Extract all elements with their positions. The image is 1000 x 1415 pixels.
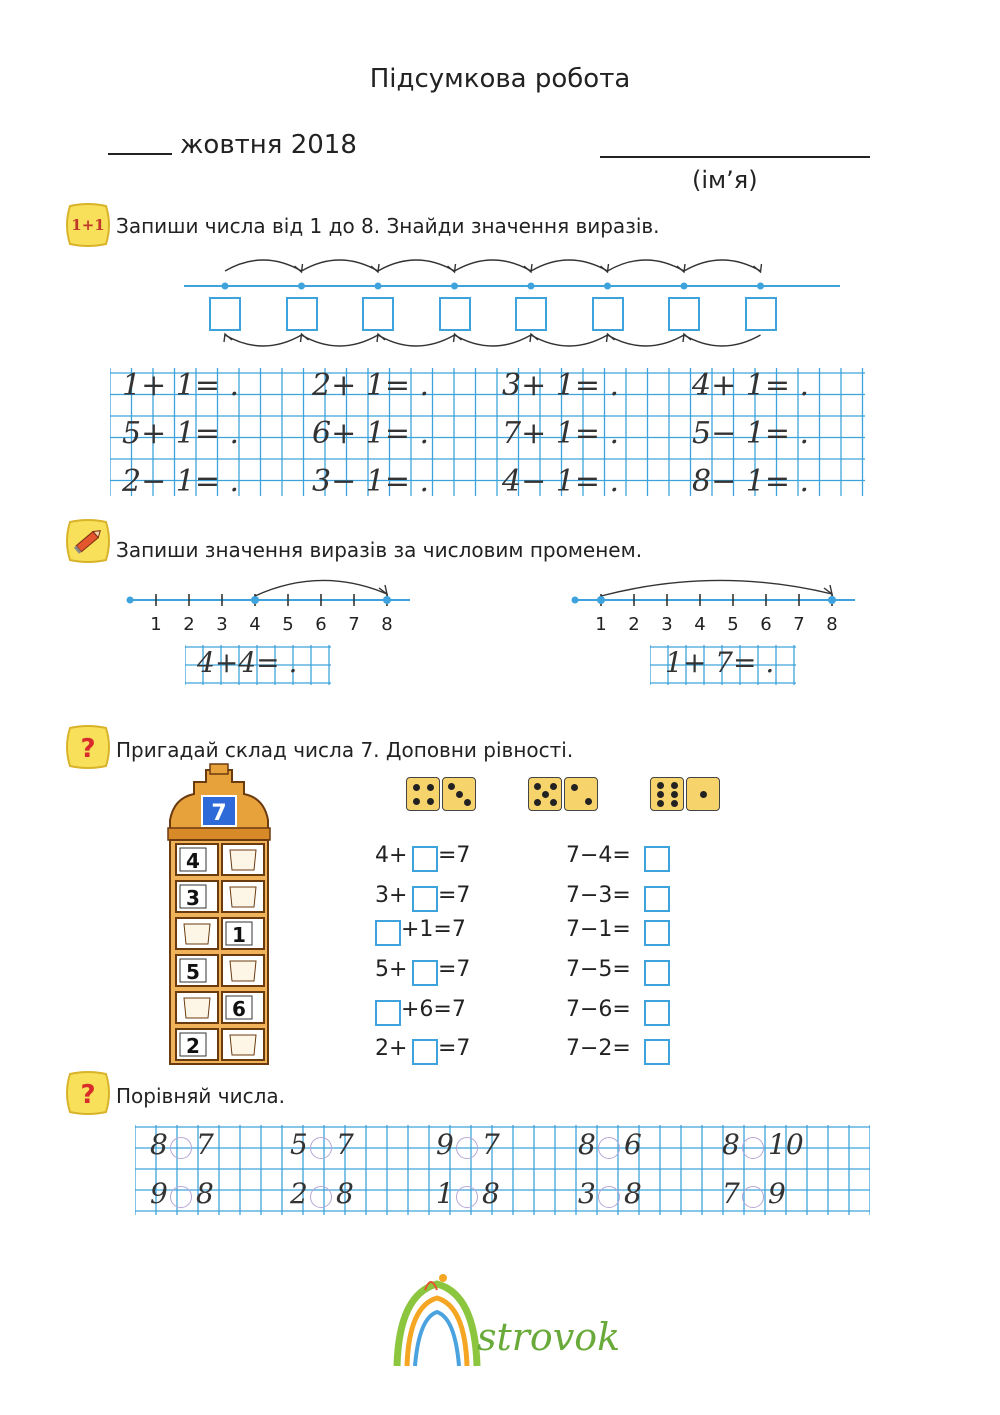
pencil-icon xyxy=(64,518,112,568)
ray-jump-dot xyxy=(828,596,836,604)
die-pip xyxy=(657,800,664,807)
equation-answer-box[interactable] xyxy=(644,1039,670,1065)
compare-circle[interactable] xyxy=(456,1137,478,1159)
die-pip xyxy=(671,782,678,789)
task1-arc-forward xyxy=(455,260,532,271)
die-pip xyxy=(550,799,557,806)
task4-instruction: Порівняй числа. xyxy=(116,1084,285,1108)
die-pip xyxy=(534,799,541,806)
task4-icon xyxy=(64,1070,112,1120)
task1-answer-box[interactable] xyxy=(362,297,394,331)
compare-number: 1 xyxy=(436,1177,454,1210)
name-blank[interactable] xyxy=(600,156,870,158)
equation-answer-box[interactable] xyxy=(644,846,670,872)
equation-part: 7−5= xyxy=(566,957,631,982)
equation-answer-box[interactable] xyxy=(412,960,438,986)
compare-circle[interactable] xyxy=(310,1186,332,1208)
task1-answer-box[interactable] xyxy=(286,297,318,331)
task1-line-dot xyxy=(375,283,382,290)
task1-expression: 3− 1= . xyxy=(312,464,430,499)
task1-expression: 5− 1= . xyxy=(692,416,810,451)
die xyxy=(564,777,598,811)
task1-answer-box[interactable] xyxy=(745,297,777,331)
task1-arc-forward xyxy=(608,260,685,271)
house-window-number: 3 xyxy=(186,886,200,910)
task4-icon-label: ? xyxy=(80,1080,96,1110)
compare-number: 3 xyxy=(578,1177,596,1210)
compare-number: 9 xyxy=(150,1177,168,1210)
ray-tick-label: 7 xyxy=(348,614,360,635)
task1-line-dot xyxy=(298,283,305,290)
task1-expression: 3+ 1= . xyxy=(502,368,620,403)
equation-part: =7 xyxy=(438,1036,471,1061)
die-pip xyxy=(456,791,463,798)
compare-circle[interactable] xyxy=(598,1137,620,1159)
day-blank[interactable] xyxy=(108,153,172,155)
date-line xyxy=(108,130,357,160)
task1-answer-box[interactable] xyxy=(668,297,700,331)
die-pip xyxy=(657,791,664,798)
task1-arc-forward xyxy=(225,260,302,271)
die-pip xyxy=(413,798,420,805)
die-pip xyxy=(671,800,678,807)
ray-jump-dot xyxy=(383,596,391,604)
task1-answer-box[interactable] xyxy=(209,297,241,331)
compare-number: 8 xyxy=(196,1177,214,1210)
date-text: жовтня 2018 xyxy=(180,130,357,160)
ray-origin-dot xyxy=(127,597,134,604)
ray-jump-arc xyxy=(601,580,832,596)
task1-answer-box[interactable] xyxy=(439,297,471,331)
task1-arc-forward xyxy=(684,260,761,271)
compare-number: 7 xyxy=(482,1128,500,1161)
house-number: 7 xyxy=(211,801,227,826)
equation-answer-box[interactable] xyxy=(644,886,670,912)
number-house xyxy=(164,762,274,1067)
task1-line-dot xyxy=(681,283,688,290)
equation-part: 7−3= xyxy=(566,883,631,908)
ray-tick-label: 2 xyxy=(183,614,195,635)
task2-instruction: Запиши значення виразів за числовим променем. xyxy=(116,538,643,562)
die xyxy=(442,777,476,811)
die xyxy=(650,777,684,811)
task2-ray-left xyxy=(120,570,420,636)
equation-part: 7−4= xyxy=(566,843,631,868)
task2-expr-left: 4+4= . xyxy=(197,646,298,679)
die-pip xyxy=(585,798,592,805)
task1-arc-backward xyxy=(531,335,608,346)
compare-number: 8 xyxy=(482,1177,500,1210)
ray-tick-label: 8 xyxy=(826,614,838,635)
task2-expr-right: 1+ 7= . xyxy=(665,646,775,679)
task1-instruction: Запиши числа від 1 до 8. Знайди значення виразів. xyxy=(116,214,660,238)
equation-part: +6=7 xyxy=(401,997,466,1022)
task3-icon xyxy=(64,724,112,774)
equation-part: =7 xyxy=(438,843,471,868)
die-pip xyxy=(534,783,541,790)
compare-circle[interactable] xyxy=(170,1137,192,1159)
compare-number: 5 xyxy=(290,1128,308,1161)
die xyxy=(686,777,720,811)
equation-answer-box[interactable] xyxy=(644,1000,670,1026)
equation-part: 7−2= xyxy=(566,1036,631,1061)
compare-number: 7 xyxy=(196,1128,214,1161)
equation-answer-box[interactable] xyxy=(644,920,670,946)
die-pip xyxy=(413,784,420,791)
equation-part: =7 xyxy=(438,957,471,982)
task1-arc-backward xyxy=(378,335,455,346)
compare-circle[interactable] xyxy=(170,1186,192,1208)
ray-tick-label: 4 xyxy=(249,614,261,635)
equation-answer-box[interactable] xyxy=(412,886,438,912)
task1-line-dot xyxy=(757,283,764,290)
house-window-number: 1 xyxy=(232,923,246,947)
equation-answer-box[interactable] xyxy=(412,1039,438,1065)
ray-tick-label: 1 xyxy=(150,614,162,635)
ray-tick-label: 8 xyxy=(381,614,393,635)
task1-expression: 4− 1= . xyxy=(502,464,620,499)
task2-ray-right xyxy=(565,570,865,636)
equation-part: 3+ xyxy=(375,883,408,908)
ray-tick-label: 3 xyxy=(216,614,228,635)
die-pip xyxy=(448,783,455,790)
ray-jump-dot xyxy=(597,596,605,604)
task1-expression: 1+ 1= . xyxy=(122,368,240,403)
compare-number: 8 xyxy=(150,1128,168,1161)
task1-line-dot xyxy=(604,283,611,290)
house-window-number: 5 xyxy=(186,960,200,984)
equation-part: 2+ xyxy=(375,1036,408,1061)
ray-tick-label: 1 xyxy=(595,614,607,635)
equation-part: 7−6= xyxy=(566,997,631,1022)
die-pip xyxy=(464,799,471,806)
ray-tick-label: 2 xyxy=(628,614,640,635)
compare-circle[interactable] xyxy=(598,1186,620,1208)
ray-tick-label: 7 xyxy=(793,614,805,635)
compare-number: 6 xyxy=(624,1128,642,1161)
die xyxy=(528,777,562,811)
house-window-number: 2 xyxy=(186,1034,200,1058)
task1-icon-label: 1+1 xyxy=(71,216,105,234)
house-window-number: 6 xyxy=(232,997,246,1021)
task1-answer-box[interactable] xyxy=(592,297,624,331)
task1-expression: 2+ 1= . xyxy=(312,368,430,403)
ray-tick-label: 6 xyxy=(315,614,327,635)
equation-part: 7−1= xyxy=(566,917,631,942)
task1-answer-box[interactable] xyxy=(515,297,547,331)
task1-arc-backward xyxy=(455,335,532,346)
ostrovok-logo xyxy=(385,1270,655,1380)
equation-answer-box[interactable] xyxy=(644,960,670,986)
task1-arc-forward xyxy=(302,260,379,271)
compare-circle[interactable] xyxy=(742,1186,764,1208)
equation-part: 4+ xyxy=(375,843,408,868)
compare-number: 8 xyxy=(624,1177,642,1210)
die-pip xyxy=(671,791,678,798)
task1-line-dot xyxy=(222,283,229,290)
ray-tick-label: 5 xyxy=(727,614,739,635)
name-label: (ім’я) xyxy=(692,166,758,194)
die-pip xyxy=(427,798,434,805)
task3-icon-label: ? xyxy=(80,734,96,764)
task1-expression: 2− 1= . xyxy=(122,464,240,499)
ray-origin-dot xyxy=(572,597,579,604)
task1-expression: 5+ 1= . xyxy=(122,416,240,451)
task1-expression: 8− 1= . xyxy=(692,464,810,499)
ray-jump-dot xyxy=(251,596,259,604)
equation-part: =7 xyxy=(438,883,471,908)
compare-number: 7 xyxy=(336,1128,354,1161)
compare-number: 8 xyxy=(578,1128,596,1161)
task1-line-dot xyxy=(528,283,535,290)
task1-expression: 4+ 1= . xyxy=(692,368,810,403)
house-window-number: 4 xyxy=(186,849,200,873)
ray-tick-label: 4 xyxy=(694,614,706,635)
task1-expression: 6+ 1= . xyxy=(312,416,430,451)
die-pip xyxy=(657,782,664,789)
die-pip xyxy=(427,784,434,791)
task1-arc-forward xyxy=(531,260,608,271)
ray-tick-label: 3 xyxy=(661,614,673,635)
equation-part: +1=7 xyxy=(401,917,466,942)
equation-answer-box[interactable] xyxy=(375,1000,401,1026)
compare-number: 7 xyxy=(722,1177,740,1210)
compare-number: 8 xyxy=(722,1128,740,1161)
compare-number: 8 xyxy=(336,1177,354,1210)
die xyxy=(406,777,440,811)
task1-arc-backward xyxy=(302,335,379,346)
compare-number: 2 xyxy=(290,1177,308,1210)
compare-number: 9 xyxy=(436,1128,454,1161)
task1-arc-backward xyxy=(608,335,685,346)
task1-line-dot xyxy=(451,283,458,290)
task1-arc-backward xyxy=(225,335,302,346)
compare-circle[interactable] xyxy=(742,1137,764,1159)
page-title: Підсумкова робота xyxy=(369,64,631,94)
die-pip xyxy=(550,783,557,790)
die-pip xyxy=(700,791,707,798)
equation-part: 5+ xyxy=(375,957,408,982)
task1-expression: 7+ 1= . xyxy=(502,416,620,451)
ray-jump-arc xyxy=(255,580,387,596)
ray-tick-label: 6 xyxy=(760,614,772,635)
equation-answer-box[interactable] xyxy=(375,920,401,946)
task1-arc-backward xyxy=(684,335,761,346)
logo-text: strovok xyxy=(477,1315,621,1359)
compare-number: 9 xyxy=(768,1177,786,1210)
compare-circle[interactable] xyxy=(456,1186,478,1208)
equation-answer-box[interactable] xyxy=(412,846,438,872)
task1-icon xyxy=(64,202,112,252)
ray-tick-label: 5 xyxy=(282,614,294,635)
die-pip xyxy=(571,784,578,791)
task1-arc-forward xyxy=(378,260,455,271)
task3-instruction: Пригадай склад числа 7. Доповни рівності. xyxy=(116,738,574,762)
compare-number: 10 xyxy=(768,1128,804,1161)
compare-circle[interactable] xyxy=(310,1137,332,1159)
die-pip xyxy=(542,791,549,798)
